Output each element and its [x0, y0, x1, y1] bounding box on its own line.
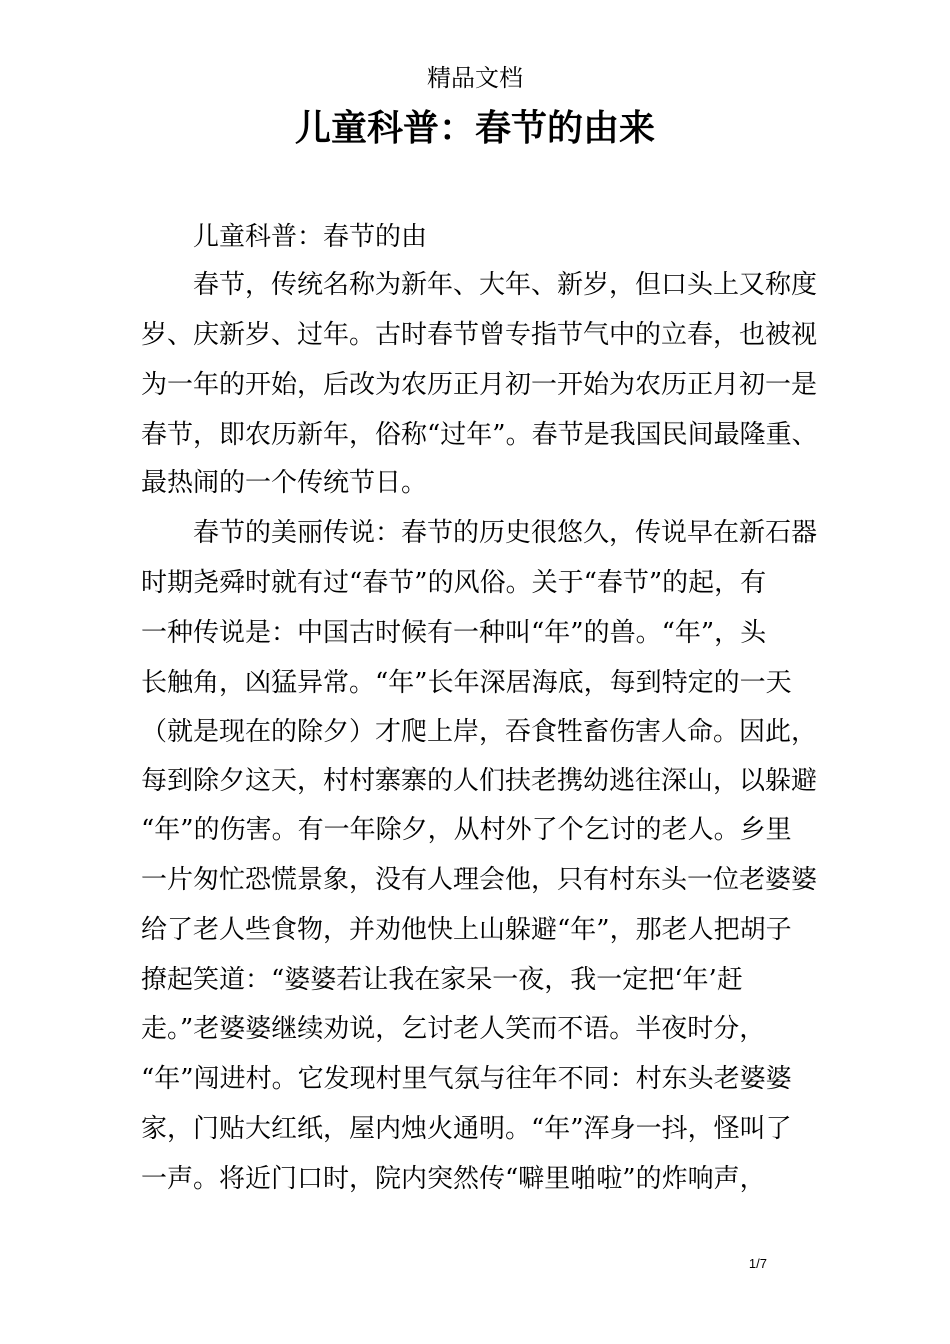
- paragraph-line: 家，门贴大红纸，屋内烛火通明。“年”浑身一抖，怪叫了: [141, 1114, 792, 1144]
- paragraph-line: 岁、庆新岁、过年。古时春节曾专指节气中的立春，也被视: [141, 320, 818, 350]
- paragraph-line: 春节，传统名称为新年、大年、新岁，但口头上又称度: [193, 270, 818, 300]
- document-header: 精品文档: [427, 64, 523, 92]
- paragraph-line: 为一年的开始，后改为农历正月初一开始为农历正月初一是: [141, 370, 818, 400]
- paragraph-line: 最热闹的一个传统节日。: [141, 468, 428, 498]
- paragraph-line: 走。”老婆婆继续劝说，乞讨老人笑而不语。半夜时分，: [141, 1014, 766, 1044]
- paragraph-line: “年”的伤害。有一年除夕，从村外了个乞讨的老人。乡里: [141, 815, 792, 845]
- document-title: 儿童科普：春节的由来: [294, 107, 655, 149]
- page-number: 1/7: [748, 1256, 767, 1271]
- paragraph-line: 一声。将近门口时，院内突然传“噼里啪啦”的炸响声，: [141, 1164, 766, 1194]
- paragraph-line: （就是现在的除夕）才爬上岸，吞食牲畜伤害人命。因此，: [141, 717, 818, 747]
- paragraph-line: 每到除夕这天，村村寨寨的人们扶老携幼逃往深山，以躲避: [141, 766, 818, 796]
- paragraph-line: 春节的美丽传说：春节的历史很悠久，传说早在新石器: [193, 518, 818, 548]
- paragraph-line: “年”闯进村。它发现村里气氛与往年不同：村东头老婆婆: [141, 1064, 792, 1094]
- paragraph-line: 一种传说是：中国古时候有一种叫“年”的兽。“年”，头: [141, 618, 767, 648]
- paragraph-line: 儿童科普：春节的由: [193, 222, 428, 252]
- paragraph-line: 撩起笑道：“婆婆若让我在家呆一夜，我一定把‘年’赶: [141, 965, 743, 995]
- paragraph-line: 给了老人些食物，并劝他快上山躲避“年”，那老人把胡子: [141, 915, 792, 945]
- paragraph-line: 春节，即农历新年，俗称“过年”。春节是我国民间最隆重、: [141, 420, 818, 450]
- paragraph-line: 长触角，凶猛异常。“年”长年深居海底，每到特定的一天: [141, 668, 792, 698]
- paragraph-line: 时期尧舜时就有过“春节”的风俗。关于“春节”的起，有: [141, 568, 767, 598]
- paragraph-line: 一片匆忙恐慌景象，没有人理会他，只有村东头一位老婆婆: [141, 865, 818, 895]
